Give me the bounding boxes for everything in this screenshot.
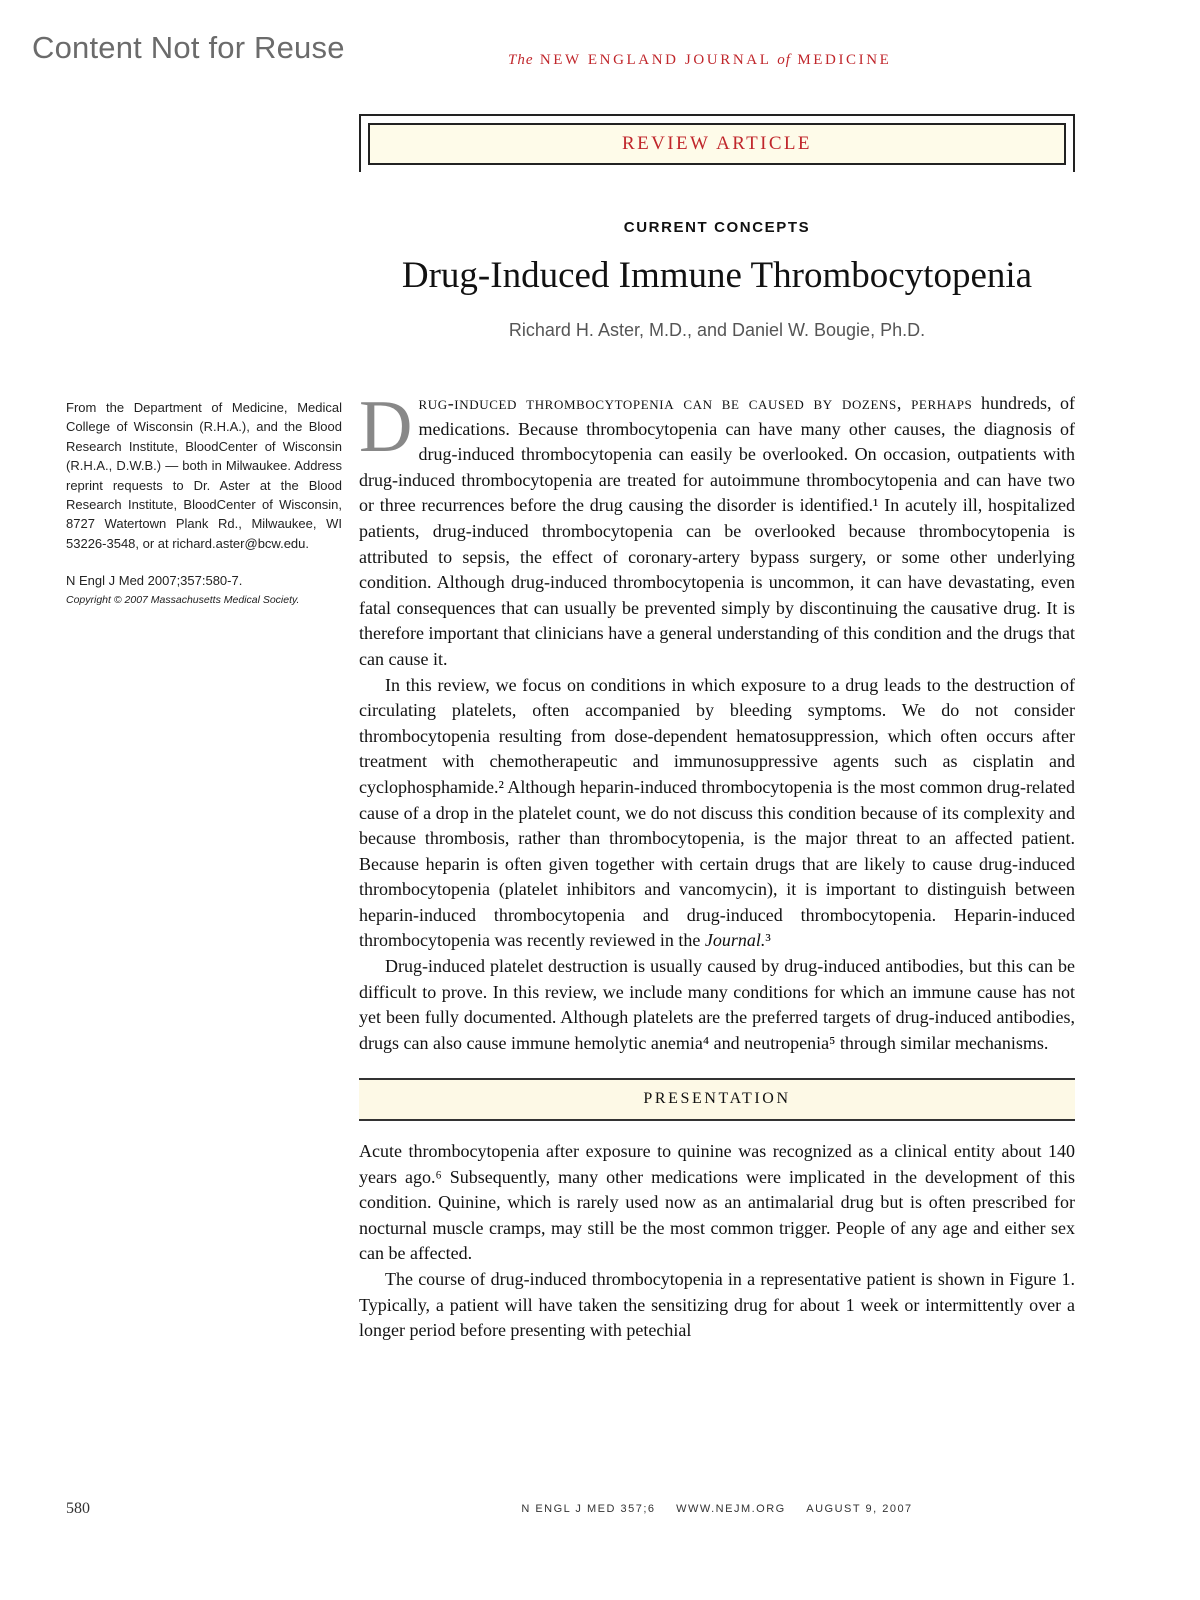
footer-journal: N ENGL J MED 357;6 <box>521 1503 656 1515</box>
article-authors: Richard H. Aster, M.D., and Daniel W. Bougie, Ph.D. <box>508 320 926 340</box>
presentation-paragraph-1: Acute thrombocytopenia after exposure to quinine was recognized as a clinical entity about 140 years ago.⁶ Subsequently, many other medications were implicated in the development of this condition. Quinine, which is rarely used now as an antimalarial drug but is often prescribed for nocturnal muscle cramps, may still be the most common trigger. People of any age and either sex can be affected. <box>359 1141 1075 1264</box>
section-kicker: CURRENT CONCEPTS <box>623 219 811 236</box>
body-paragraph-2 <box>359 673 1075 955</box>
footer-date: AUGUST 9, 2007 <box>806 1503 913 1515</box>
article-type-banner <box>359 114 1075 172</box>
section-heading-presentation: PRESENTATION <box>359 1078 1075 1121</box>
reference-superscript: ³ <box>765 930 771 951</box>
drop-cap: D <box>359 386 413 468</box>
article-type-label: REVIEW ARTICLE <box>622 133 812 154</box>
lead-in-small-caps: rug-induced thrombocytopenia can be caused by dozens, perhaps <box>418 393 973 413</box>
body-paragraph-3: Drug-induced platelet destruction is usually caused by drug-induced antibodies, but this can be difficult to prove. In this review, we include many conditions for which an immune cause has not yet been fully documented. Although platelets are the preferred targets of drug-induced antibodies, drugs can also cause immune hemolytic anemia⁴ and neutropenia⁵ through similar mechanisms. <box>359 956 1075 1053</box>
article-title: Drug-Induced Immune Thrombocytopenia <box>401 255 1033 296</box>
article-type-banner-inner <box>368 123 1066 165</box>
page-footer <box>359 1503 1075 1515</box>
footer-website: WWW.NEJM.ORG <box>676 1503 786 1515</box>
journal-header <box>508 52 891 69</box>
watermark: Content Not for Reuse <box>32 30 345 65</box>
journal-header-of: of <box>777 52 791 68</box>
body-paragraph-2-text: In this review, we focus on conditions in which exposure to a drug leads to the destruction of circulating platelets, often accompanied by bleeding symptoms. We do not consider thrombocytopenia resulting from dose-dependent hematosuppression, which often occurs after treatment with chemotherapeutic and immunosuppressive agents such as cisplatin and cyclophosphamide.² Although heparin-induced thrombocytopenia is the most common drug-related cause of a drop in the platelet count, we do not discuss this condition because of its complexity and because thrombosis, rather than thrombocytopenia, is the major threat to an affected patient. Because heparin is often given together with certain drugs that are likely to cause drug-induced thrombocytopenia (platelet inhibitors and vancomycin), it is important to distinguish between heparin-induced thrombocytopenia and drug-induced thrombocytopenia. Heparin-induced thrombocytopenia was recently reviewed in the <box>359 674 1075 951</box>
copyright: Copyright © 2007 Massachusetts Medical Society. <box>66 593 300 606</box>
sidebar-notes <box>66 398 342 610</box>
body-paragraph-1-text: hundreds, of medications. Because thrombocytopenia can have many other causes, the diagnosis of drug-induced thrombocytopenia can easily be overlooked. On occasion, outpatients with drug-induced thrombocytopenia are treated for autoimmune thrombocytopenia and can have two or three recurrences before the drug causing the disorder is identified.¹ In acutely ill, hospitalized patients, drug-induced thrombocytopenia can be overlooked because thrombocytopenia is attributed to sepsis, the effect of coronary-artery bypass surgery, or some other underlying condition. Although drug-induced thrombocytopenia is uncommon, it can have devastating, even fatal consequences that can usually be prevented simply by discontinuing the causative drug. It is therefore important that clinicians have a general understanding of this condition and the drugs that can cause it. <box>359 393 1076 669</box>
citation: N Engl J Med 2007;357:580-7. <box>66 573 243 589</box>
author-affiliation: From the Department of Medicine, Medical College of Wisconsin (R.H.A.), and the Blood Research Institute, BloodCenter of Wisconsin (R.H.A., D.W.B.) — both in Milwaukee. Address reprint requests to Dr. Aster at the Blood Research Institute, BloodCenter of Wisconsin, 8727 Watertown Plank Rd., Milwaukee, WI 53226-3548, or at richard.aster@bcw.edu. <box>66 400 342 551</box>
journal-header-part2: MEDICINE <box>797 52 892 68</box>
article-body <box>359 386 1076 1344</box>
journal-header-prefix: The <box>508 52 534 68</box>
page-number: 580 <box>66 1500 90 1517</box>
journal-reference: Journal. <box>704 930 766 951</box>
body-paragraph-1 <box>359 386 1076 673</box>
presentation-paragraph-2: The course of drug-induced thrombocytopenia in a representative patient is shown in Figure 1. Typically, a patient will have taken the sensitizing drug for about 1 week or intermittently over a longer period before presenting with petechial <box>359 1269 1075 1341</box>
journal-header-part1: NEW ENGLAND JOURNAL <box>539 52 771 68</box>
